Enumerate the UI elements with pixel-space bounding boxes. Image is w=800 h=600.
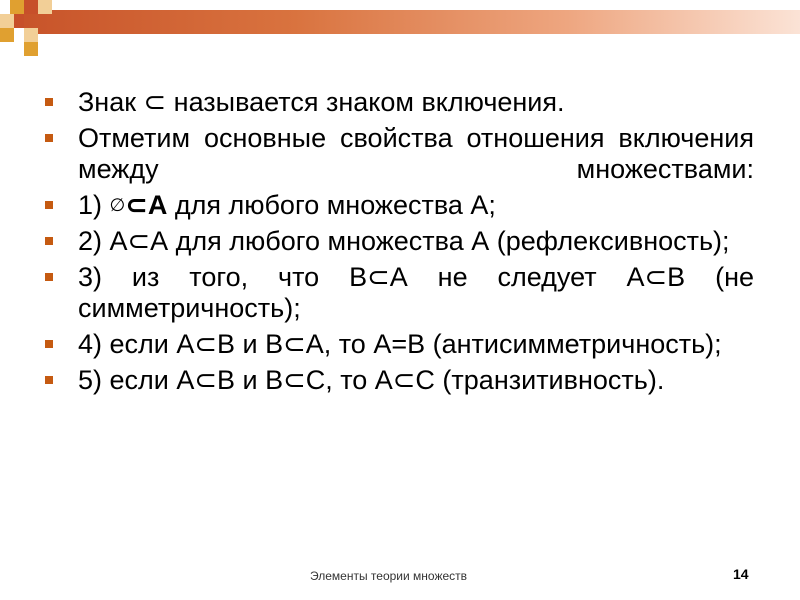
bullet-text: Отметим основные свойства отношения включения между множествами: bbox=[78, 123, 754, 184]
bullet-square-icon bbox=[45, 340, 53, 348]
decor-square bbox=[24, 42, 38, 56]
bullet-text: 4) если А⊂В и В⊂А, то А=В (антисимметричность); bbox=[78, 329, 722, 359]
bullet-square-icon bbox=[45, 134, 53, 142]
decor-square bbox=[38, 0, 52, 14]
list-item bbox=[42, 123, 754, 185]
subset-symbol: ⊂ bbox=[125, 190, 148, 220]
decor-square bbox=[10, 0, 24, 14]
list-item bbox=[42, 226, 754, 257]
list-item bbox=[42, 190, 754, 221]
bullet-square-icon bbox=[45, 237, 53, 245]
bullet-square-icon bbox=[45, 273, 53, 281]
bullet-square-icon bbox=[45, 98, 53, 106]
bullet-square-icon bbox=[45, 201, 53, 209]
bullet-text: 3) из того, что В⊂А не следует А⊂В (не симметричность); bbox=[78, 262, 754, 323]
decor-square bbox=[0, 28, 14, 42]
list-item bbox=[42, 329, 754, 360]
set-name: A bbox=[147, 190, 168, 220]
slide-footer bbox=[0, 566, 800, 586]
bullet-square-icon bbox=[45, 376, 53, 384]
list-item bbox=[42, 365, 754, 396]
decor-square bbox=[24, 28, 38, 42]
empty-set-symbol: ∅ bbox=[109, 195, 126, 215]
bullet-text: Знак ⊂ называется знаком включения. bbox=[78, 87, 565, 117]
bullet-suffix: для любого множества А; bbox=[167, 190, 496, 220]
bullet-list bbox=[42, 87, 754, 401]
bullet-text: 5) если А⊂В и В⊂С, то А⊂С (транзитивность). bbox=[78, 365, 665, 395]
decor-square bbox=[0, 14, 14, 28]
page-number: 14 bbox=[733, 566, 749, 582]
decor-square bbox=[24, 0, 38, 14]
footer-title: Элементы теории множеств bbox=[310, 569, 468, 583]
top-decorative-band bbox=[24, 10, 800, 34]
list-item bbox=[42, 87, 754, 118]
list-item bbox=[42, 262, 754, 324]
bullet-prefix: 1) bbox=[78, 190, 110, 220]
bullet-text: 2) А⊂А для любого множества А (рефлексивность); bbox=[78, 226, 730, 256]
